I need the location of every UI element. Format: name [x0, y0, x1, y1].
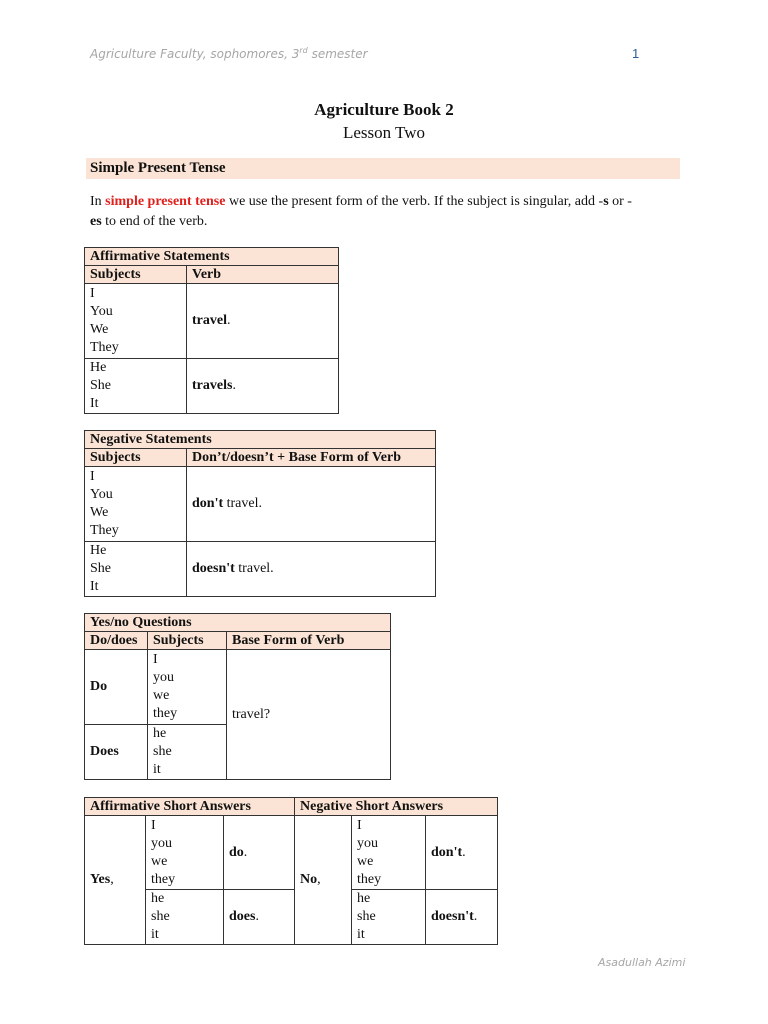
verb-cell: travel?	[227, 650, 391, 780]
column-header: Subjects	[85, 449, 187, 467]
verb-cell: doesn't travel.	[187, 542, 436, 597]
subjects-cell: I you we they	[352, 816, 426, 890]
table-title: Negative Short Answers	[295, 798, 498, 816]
page-title: Agriculture Book 2	[314, 100, 454, 119]
subjects-cell: I you we they	[146, 816, 224, 890]
short-answers-table	[84, 797, 498, 945]
aux-cell: Do	[85, 650, 148, 725]
column-header: Subjects	[85, 266, 187, 284]
subjects-cell: he she it	[148, 725, 227, 780]
table-title: Affirmative Short Answers	[85, 798, 295, 816]
column-header: Don’t/doesn’t + Base Form of Verb	[187, 449, 436, 467]
table-title: Affirmative Statements	[85, 248, 339, 266]
verb-cell: travels.	[187, 359, 339, 414]
page-subtitle: Lesson Two	[342, 123, 426, 142]
running-header: Agriculture Faculty, sophomores, 3rd semester	[90, 46, 368, 61]
subjects-cell: He She It	[85, 542, 187, 597]
verb-cell: don't travel.	[187, 467, 436, 542]
column-header: Subjects	[148, 632, 227, 650]
subjects-cell: he she it	[352, 890, 426, 945]
table-row	[85, 359, 339, 414]
subjects-cell: I you we they	[148, 650, 227, 725]
affirmative-statements-table	[84, 247, 339, 414]
answer-cell: does.	[224, 890, 295, 945]
answer-cell: don't.	[426, 816, 498, 890]
highlight-term: simple present tense	[105, 194, 226, 209]
table-row	[85, 467, 436, 542]
aux-cell: Does	[85, 725, 148, 780]
negative-statements-table	[84, 430, 436, 597]
subjects-cell: I You We They	[85, 467, 187, 542]
verb-cell: travel.	[187, 284, 339, 359]
table-title: Negative Statements	[85, 431, 436, 449]
author-footer: Asadullah Azimi	[598, 956, 686, 969]
column-header: Verb	[187, 266, 339, 284]
answer-cell: do.	[224, 816, 295, 890]
column-header: Base Form of Verb	[227, 632, 391, 650]
subjects-cell: He She It	[85, 359, 187, 414]
table-row	[85, 890, 498, 945]
subjects-cell: I You We They	[85, 284, 187, 359]
no-cell: No,	[295, 816, 352, 945]
answer-cell: doesn't.	[426, 890, 498, 945]
section-heading: Simple Present Tense	[86, 158, 680, 179]
yes-no-questions-table	[84, 613, 391, 780]
table-row	[85, 284, 339, 359]
column-header: Do/does	[85, 632, 148, 650]
table-row	[85, 650, 391, 725]
table-row	[85, 542, 436, 597]
table-title: Yes/no Questions	[85, 614, 391, 632]
yes-cell: Yes,	[85, 816, 146, 945]
page-number: 1	[632, 46, 640, 61]
subjects-cell: he she it	[146, 890, 224, 945]
table-row	[85, 816, 498, 890]
intro-paragraph: In simple present tense we use the present form of the verb. If the subject is singular, add -s or - es to end of the verb.	[90, 194, 632, 229]
